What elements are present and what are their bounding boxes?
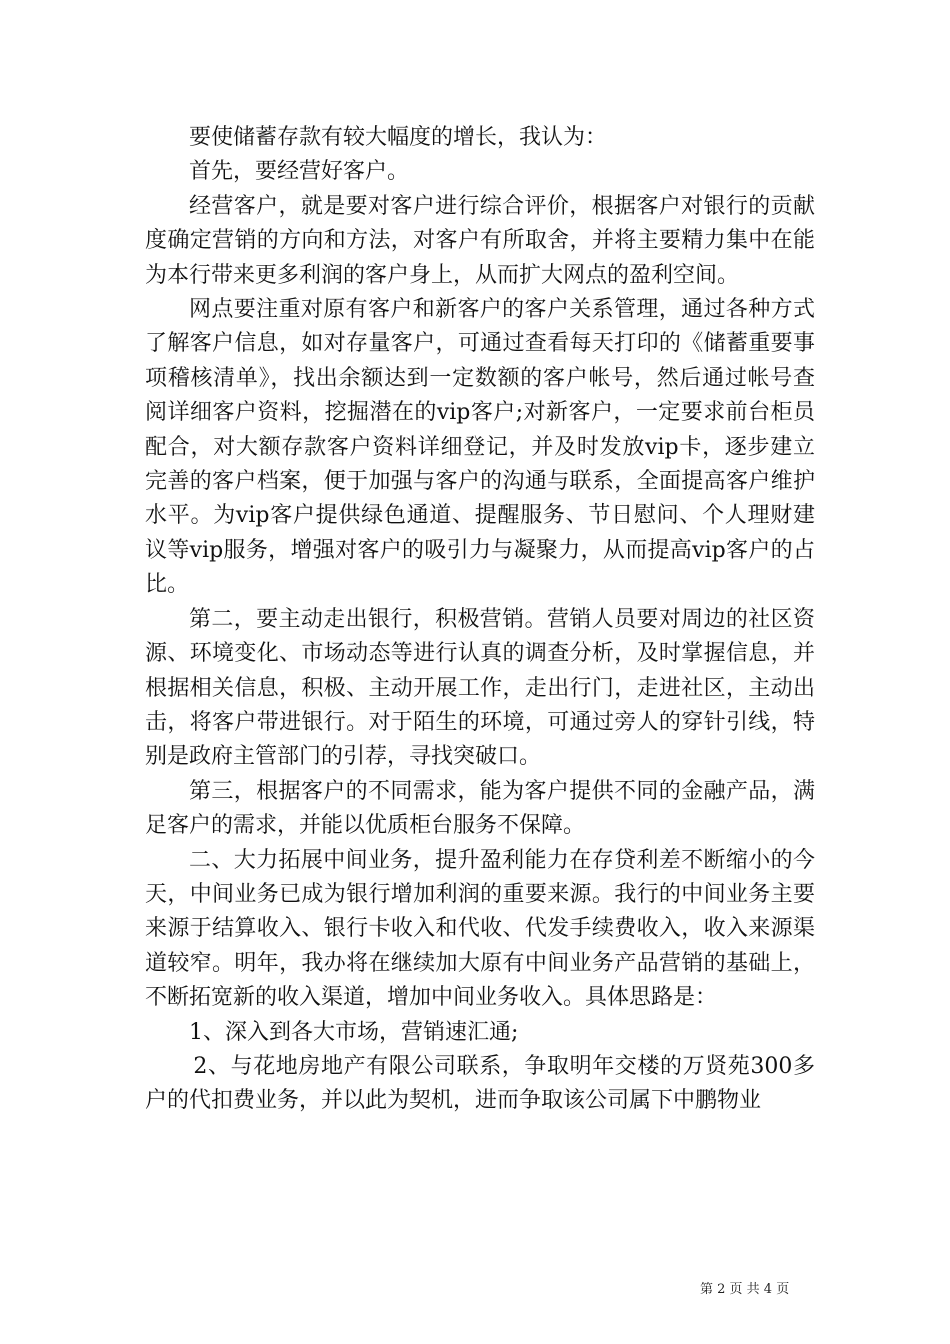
- paragraph-relationship-management: 网点要注重对原有客户和新客户的客户关系管理，通过各种方式了解客户信息，如对存量客户，可通过查看每天打印的《储蓄重要事项稽核清单》，找出余额达到一定数额的客户帐号，然后通过帐号查阅详细客户资料，挖掘潜在的vip客户;对新客户，一定要求前台柜员配合，对大额存款客户资料详细登记，并及时发放vip卡，逐步建立完善的客户档案，便于加强与客户的沟通与联系，全面提高客户维护水平。为vip客户提供绿色通道、提醒服务、节日慰问、个人理财建议等vip服务，增强对客户的吸引力与凝聚力，从而提高vip客户的占比。: [145, 297, 815, 598]
- paragraph-third-point: 第三，根据客户的不同需求，能为客户提供不同的金融产品，满足客户的需求，并能以优质柜台服务不保障。: [145, 778, 815, 839]
- paragraph-intro: 要使储蓄存款有较大幅度的增长，我认为：: [189, 125, 608, 150]
- paragraph-customer-management: 经营客户，就是要对客户进行综合评价，根据客户对银行的贡献度确定营销的方向和方法，对客户有所取舍，并将主要精力集中在能为本行带来更多利润的客户身上，从而扩大网点的盈利空间。: [145, 193, 815, 288]
- document-body: [145, 121, 815, 1119]
- page-number-footer: 第 2 页 共 4 页: [700, 1282, 790, 1297]
- list-item-1: 1、深入到各大市场，营销速汇通;: [189, 1019, 519, 1045]
- list-item-2: 2、与花地房地产有限公司联系，争取明年交楼的万贤苑300多户的代扣费业务，并以此为契机，进而争取该公司属下中鹏物业: [145, 1053, 815, 1114]
- paragraph-second-point: 第二，要主动走出银行，积极营销。营销人员要对周边的社区资源、环境变化、市场动态等进行认真的调查分析，及时掌握信息，并根据相关信息，积极、主动开展工作，走出行门，走进社区，主动出击，将客户带进银行。对于陌生的环境，可通过旁人的穿针引线，特别是政府主管部门的引荐，寻找突破口。: [145, 606, 815, 770]
- paragraph-first-point: 首先，要经营好客户。: [189, 159, 410, 185]
- paragraph-intermediate-business: 二、大力拓展中间业务，提升盈利能力在存贷利差不断缩小的今天，中间业务已成为银行增加利润的重要来源。我行的中间业务主要来源于结算收入、银行卡收入和代收、代发手续费收入，收入来源渠道较窄。明年，我办将在继续加大原有中间业务产品营销的基础上，不断拓宽新的收入渠道，增加中间业务收入。具体思路是：: [145, 847, 815, 1011]
